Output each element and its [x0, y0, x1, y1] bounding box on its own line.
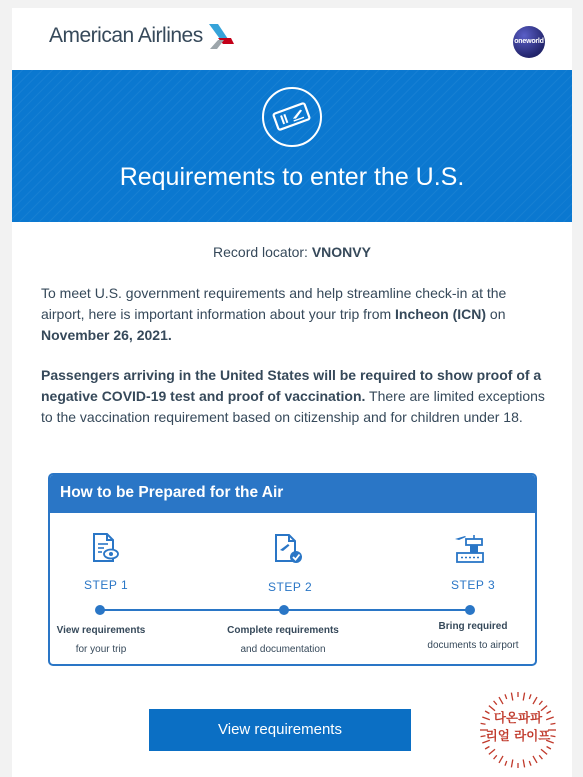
covid-notice-text: There are limited exceptions to the vaccination requirement based on citizenship and for children under 18.	[41, 388, 545, 425]
record-locator-label: Record locator:	[213, 244, 308, 260]
origin-airport: Incheon (ICN)	[395, 306, 487, 322]
watermark-ray	[533, 756, 537, 763]
watermark-ray	[511, 760, 512, 768]
step-3-subtitle: documents to airport	[427, 640, 519, 651]
step-1-subtitle: for your trip	[75, 644, 127, 655]
watermark-ray	[505, 761, 507, 766]
step-2-label: STEP 2	[268, 580, 313, 594]
step-3-title: Bring required	[438, 621, 508, 632]
watermark-ray	[499, 697, 503, 704]
brand-name: American Airlines	[49, 24, 203, 47]
watermark-ray	[499, 756, 503, 763]
intro-paragraph	[41, 283, 551, 346]
email-header	[12, 8, 572, 70]
american-airlines-logo[interactable]	[49, 21, 236, 51]
oneworld-globe-icon: oneworld	[513, 26, 545, 58]
watermark-ray	[533, 697, 537, 704]
watermark-ray	[494, 755, 497, 759]
covid-notice	[41, 365, 551, 428]
record-locator	[12, 244, 572, 260]
step-1-dot	[95, 605, 105, 615]
intro-text: To meet U.S. government requirements and help streamline check-in at the airport, here is important information about your trip from	[41, 285, 507, 322]
watermark-ray	[539, 755, 542, 759]
watermark-ray	[511, 693, 512, 701]
steps-card-title: How to be Prepared for the Air	[50, 475, 535, 513]
document-eye-icon	[87, 531, 121, 565]
step-3-label: STEP 3	[451, 578, 496, 592]
steps-card	[48, 473, 537, 666]
step-3-dot	[465, 605, 475, 615]
intro-on: on	[486, 306, 506, 322]
watermark-text	[478, 709, 558, 745]
step-2-title: Complete requirements	[227, 625, 339, 636]
step-1-label: STEP 1	[84, 578, 129, 592]
step-2-dot	[279, 605, 289, 615]
watermark-ray	[494, 701, 497, 705]
watermark-ray	[539, 701, 542, 705]
watermark-ray	[547, 747, 551, 750]
email-card	[12, 8, 572, 777]
airport-tower-icon	[452, 531, 488, 567]
aa-flight-symbol-icon	[206, 21, 236, 51]
boarding-pass-icon	[262, 87, 322, 147]
watermark-ray	[523, 693, 524, 701]
step-2-subtitle: and documentation	[240, 644, 326, 655]
watermark-ray	[485, 747, 489, 750]
step-1-title: View requirements	[56, 625, 146, 636]
watermark-ray	[541, 749, 547, 754]
watermark-ray	[505, 694, 507, 699]
page-title: Requirements to enter the U.S.	[119, 163, 465, 191]
trip-date: November 26, 2021	[41, 327, 168, 343]
covid-notice-bold: Passengers arriving in the United States will be required to show proof of a negative COVID-19 test and proof of vaccination.	[41, 367, 542, 404]
record-locator-value: VNONVY	[311, 244, 371, 260]
watermark-ray	[529, 761, 531, 766]
watermark-ray	[523, 760, 524, 768]
watermark-line-2: 리얼 라이프	[485, 728, 551, 743]
watermark-ray	[529, 694, 531, 699]
hero-banner	[12, 70, 572, 222]
watermark-ray	[489, 749, 495, 754]
watermark-line-1: 다온파파	[493, 710, 543, 725]
document-check-icon	[270, 532, 304, 566]
view-requirements-button[interactable]: View requirements	[149, 709, 411, 751]
intro-period: .	[167, 327, 172, 343]
